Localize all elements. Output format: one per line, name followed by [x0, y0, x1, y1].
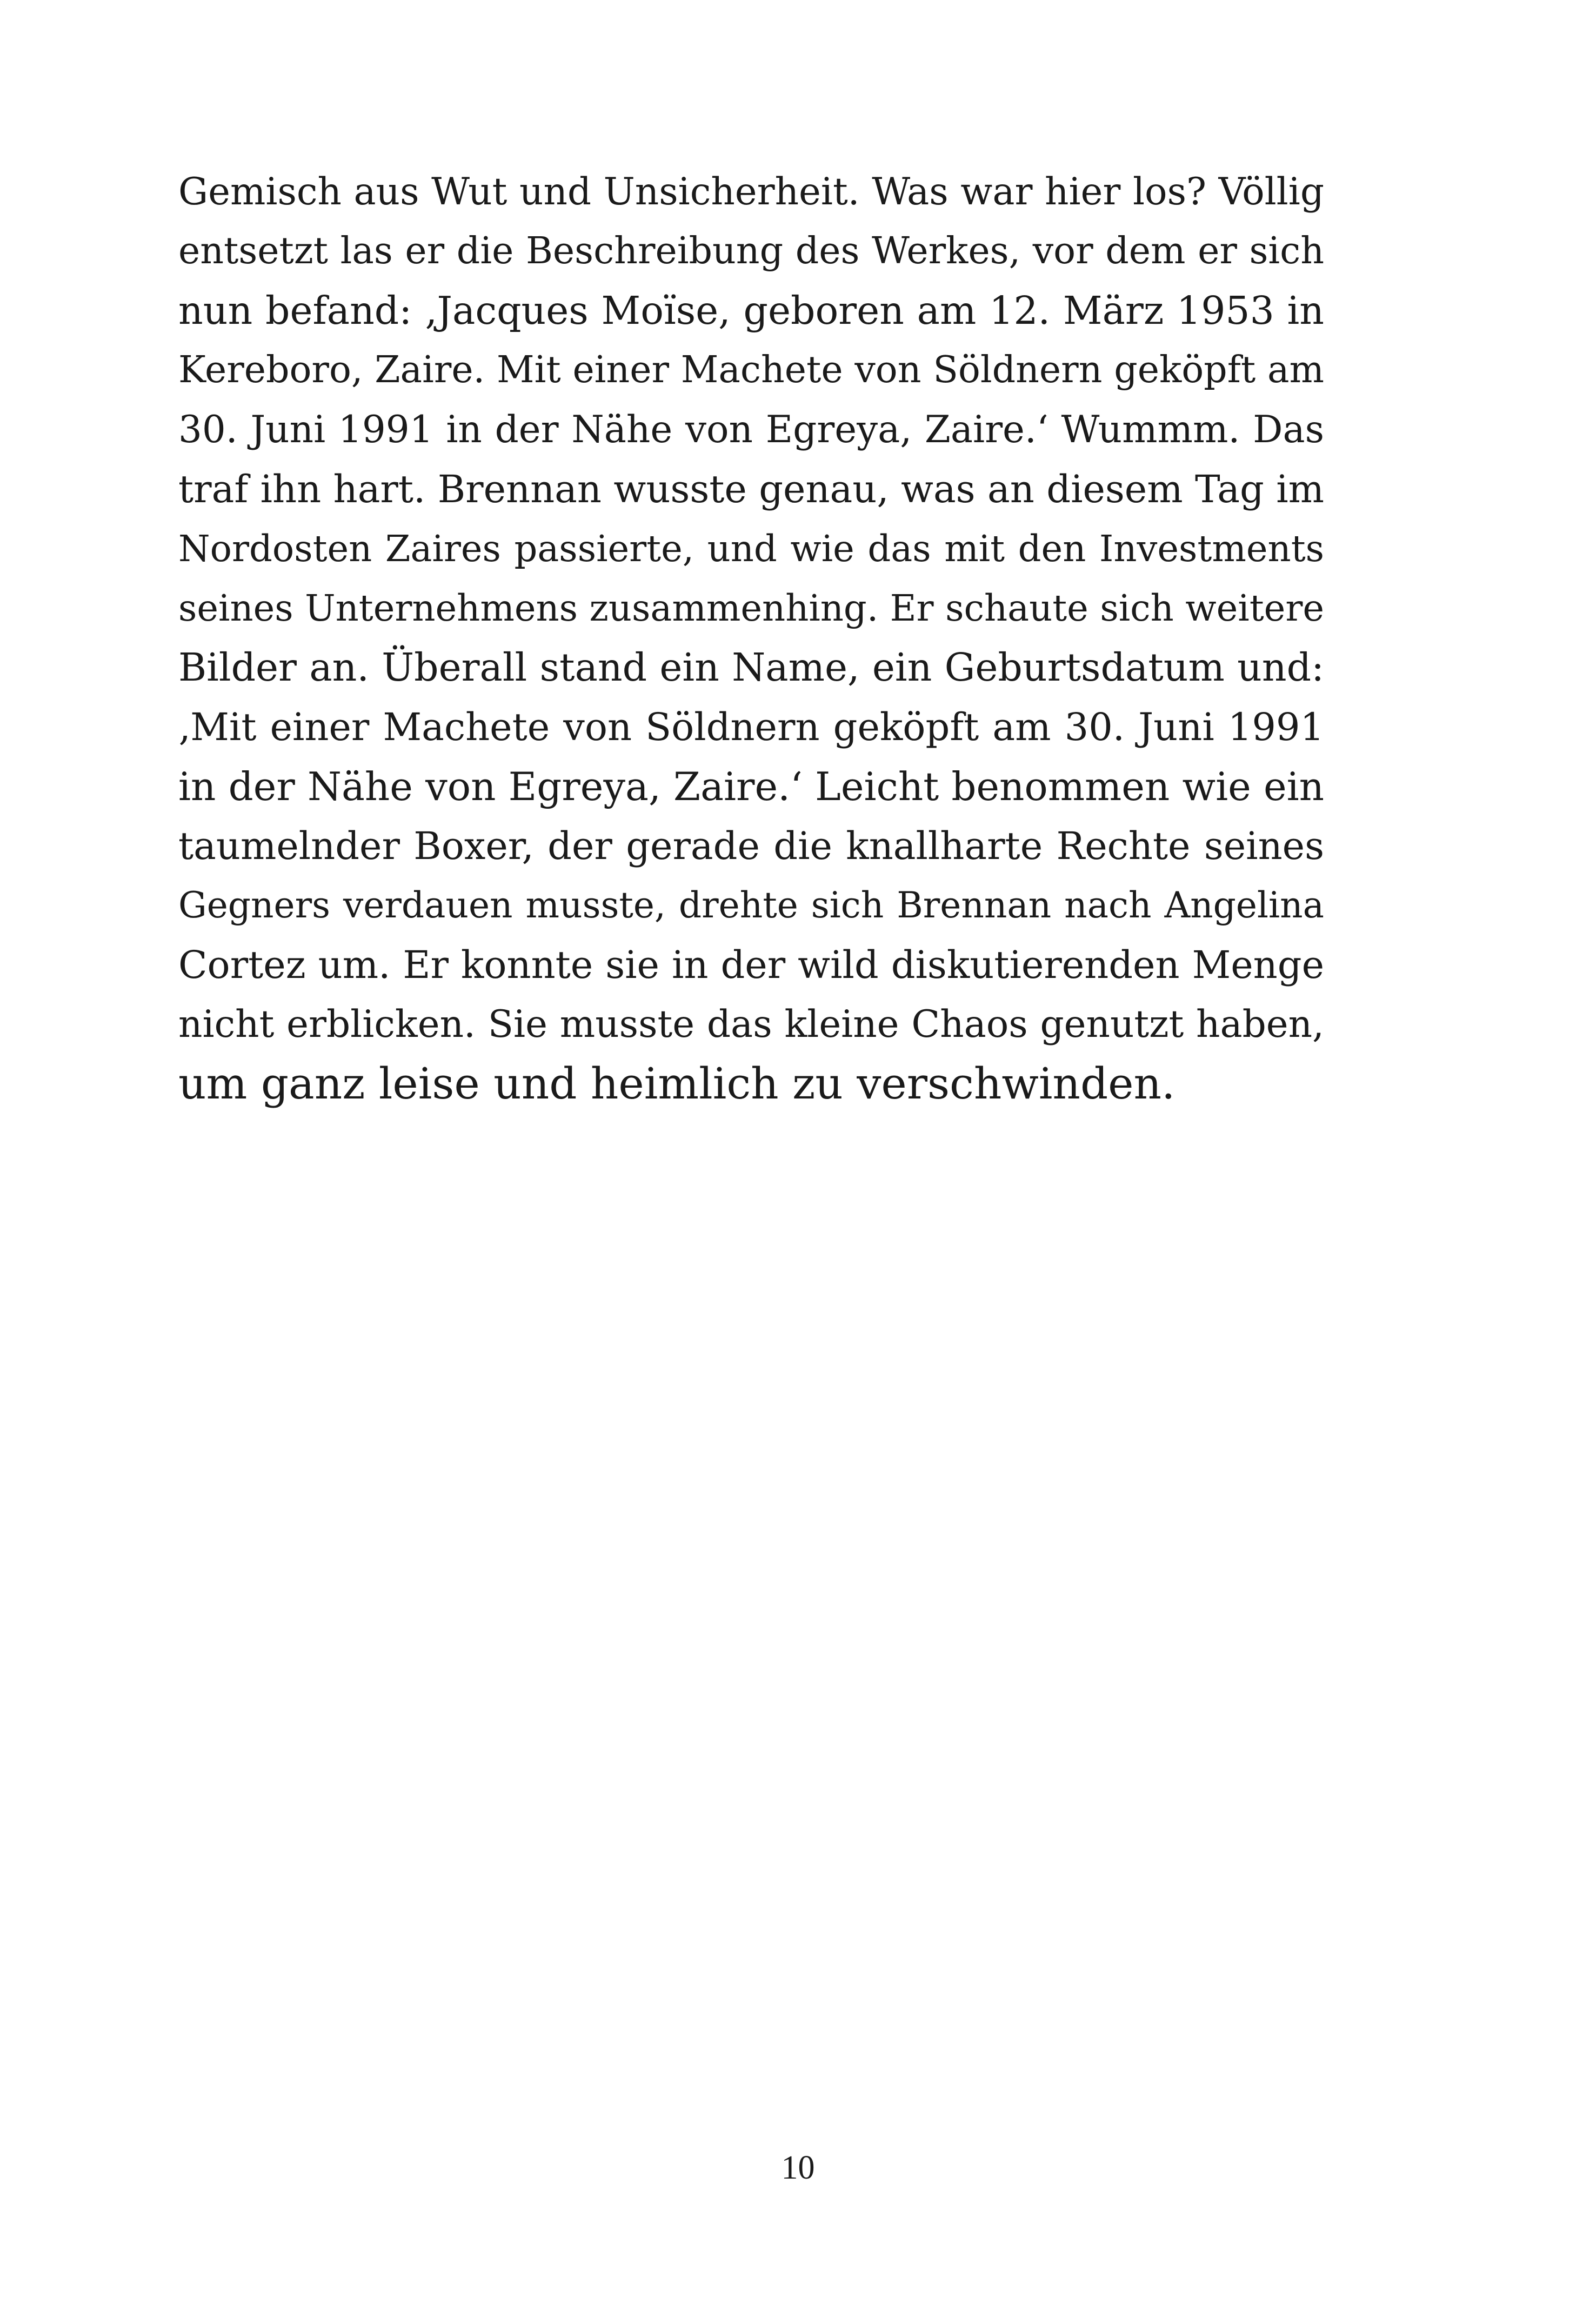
text-line: Gemisch aus Wut und Unsicherheit. Was war hier los? Völlig: [178, 170, 1324, 214]
text-line: 30. Juni 1991 in der Nähe von Egreya, Zaire.‘ Wummm. Das: [178, 408, 1324, 451]
text-line: Cortez um. Er konnte sie in der wild diskutierenden Menge: [178, 943, 1324, 987]
body-text: [178, 162, 1324, 1114]
text-line: Gegners verdauen musste, drehte sich Brennan nach Angelina: [178, 884, 1324, 926]
text-line: nun befand: ‚Jacques Moïse, geboren am 12. März 1953 in: [178, 288, 1324, 333]
text-line: entsetzt las er die Beschreibung des Werkes, vor dem er sich: [178, 230, 1324, 272]
text-line: Bilder an. Überall stand ein Name, ein Geburtsdatum und:: [178, 645, 1324, 690]
text-line: seines Unternehmens zusammenhing. Er schaute sich weitere: [178, 587, 1324, 629]
text-line: Nordosten Zaires passierte, und wie das mit den Investments: [178, 528, 1324, 570]
text-line: ‚Mit einer Machete von Söldnern geköpft am 30. Juni 1991: [178, 705, 1324, 749]
text-line: taumelnder Boxer, der gerade die knallharte Rechte seines: [178, 824, 1324, 868]
text-line: Kereboro, Zaire. Mit einer Machete von Söldnern geköpft am: [178, 349, 1324, 391]
text-line: um ganz leise und heimlich zu verschwinden.: [178, 1058, 1176, 1109]
page-number: 10: [781, 2149, 815, 2186]
text-line: traf ihn hart. Brennan wusste genau, was an diesem Tag im: [178, 467, 1324, 511]
text-line: in der Nähe von Egreya, Zaire.‘ Leicht benommen wie ein: [178, 764, 1324, 809]
text-line: nicht erblicken. Sie musste das kleine Chaos genutzt haben,: [178, 1003, 1324, 1046]
